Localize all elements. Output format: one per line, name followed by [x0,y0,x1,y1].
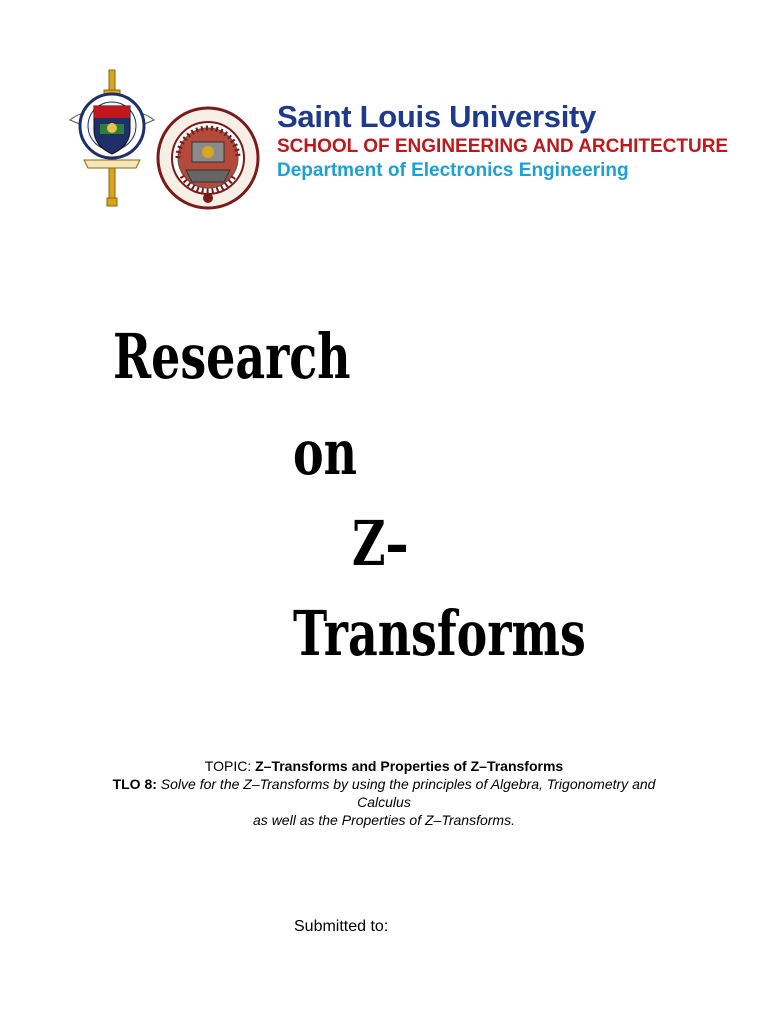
title-line-3: Z– [352,507,409,580]
tlo-text-1: Solve for the Z–Transforms by using the principles of Algebra, Trigonometry and [156,776,656,792]
tlo-text-3: as well as the Properties of Z–Transforms. [253,812,515,828]
title-line-2: on [293,416,357,489]
tlo-line [80,775,688,793]
school-name: SCHOOL OF ENGINEERING AND ARCHITECTURE [277,136,729,157]
university-name: Saint Louis University [277,99,596,134]
college-of-engineering-seal-icon [156,106,260,210]
slu-shield-crest-icon [66,68,158,210]
submitted-to-label: Submitted to: [294,918,389,935]
title-line-1: Research [113,320,351,393]
department-name: Department of Electronics Engineering [277,160,629,181]
tlo-label: TLO 8: [112,776,157,792]
logo-group [66,68,262,216]
topic-value: Z–Transforms and Properties of Z–Transforms [255,758,564,774]
tlo-text-2: Calculus [357,794,411,810]
topic-label: TOPIC: [204,758,256,774]
topic-block [80,757,688,829]
topic-line [80,757,688,775]
title-line-4: Transforms [293,597,586,670]
institution-header [277,98,747,184]
